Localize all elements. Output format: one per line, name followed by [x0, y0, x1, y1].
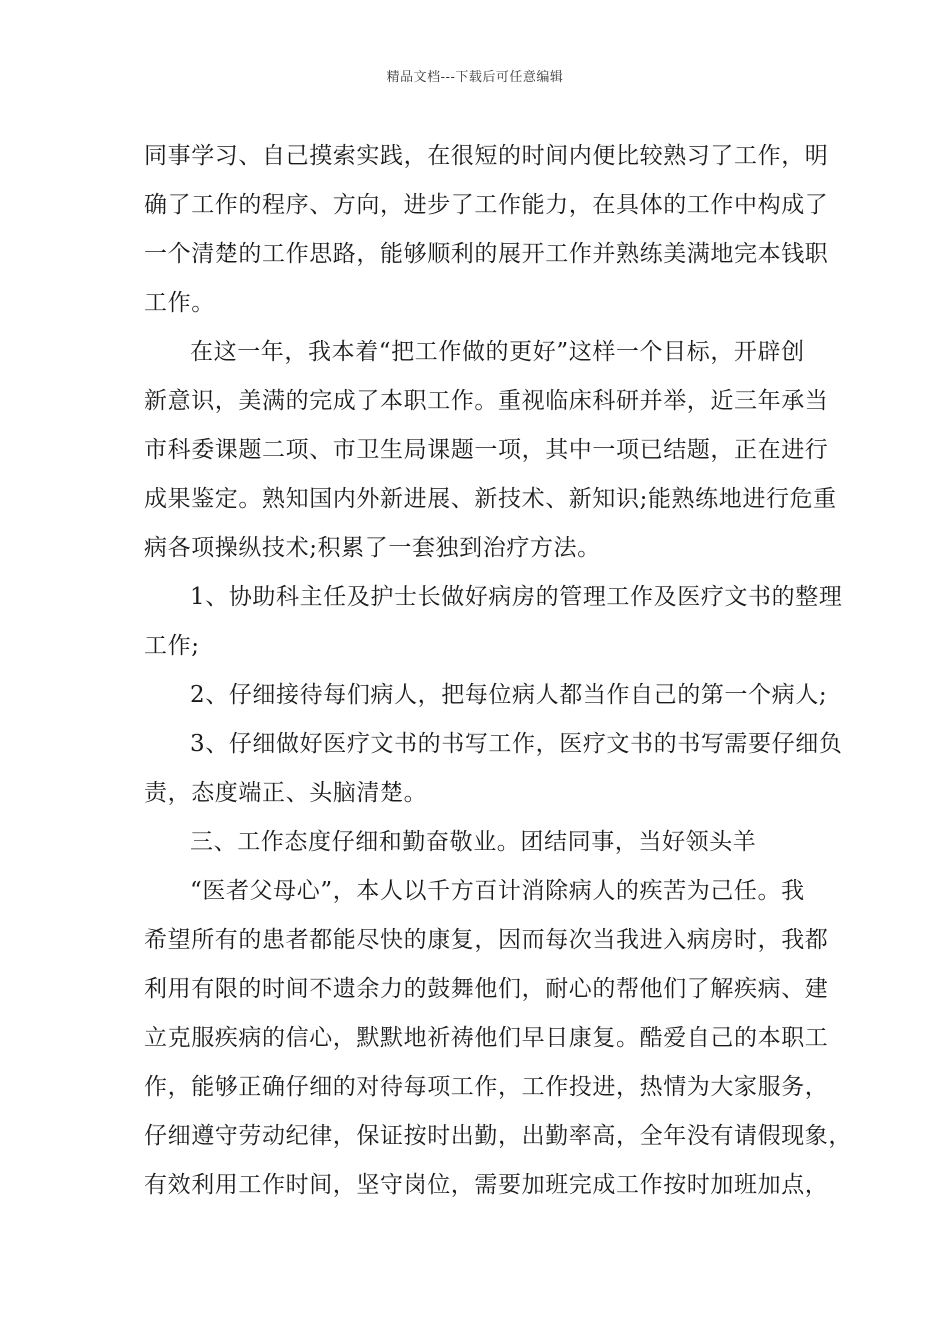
list-item: 2、仔细接待每们病人，把每位病人都当作自己的第一个病人; — [190, 682, 828, 708]
list-item: 3、仔细做好医疗文书的书写工作，医疗文书的书写需要仔细负 — [190, 731, 843, 757]
text-line: 确了工作的程序、方向，进步了工作能力，在具体的工作中构成了 — [144, 192, 829, 218]
text-line: 希望所有的患者都能尽快的康复，因而每次当我进入病房时，我都 — [144, 927, 829, 953]
text-line: 一个清楚的工作思路，能够顺利的展开工作并熟练美满地完本钱职 — [144, 241, 829, 267]
text-line: 作，能够正确仔细的对待每项工作，工作投进，热情为大家服务， — [144, 1074, 829, 1100]
text-line: 责，态度端正、头脑清楚。 — [144, 780, 428, 806]
text-line: 立克服疾病的信心，默默地祈祷他们早日康复。酷爱自己的本职工 — [144, 1025, 829, 1051]
text-line: 同事学习、自己摸索实践，在很短的时间内便比较熟习了工作，明 — [144, 143, 829, 169]
text-line: 工作。 — [144, 290, 215, 316]
text-line: 仔细遵守劳动纪律，保证按时出勤，出勤率高，全年没有请假现象， — [144, 1123, 852, 1149]
text-line: 有效利用工作时间，坚守岗位，需要加班完成工作按时加班加点， — [144, 1172, 829, 1198]
page-header: 精品文档---下载后可任意编辑 — [386, 70, 564, 85]
text-line: 利用有限的时间不遗余力的鼓舞他们，耐心的帮他们了解疾病、建 — [144, 976, 829, 1002]
text-line: 工作; — [144, 633, 200, 659]
text-line: “医者父母心”，本人以千方百计消除病人的疾苦为己任。我 — [190, 878, 805, 904]
text-line: 新意识，美满的完成了本职工作。重视临床科研并举，近三年承当 — [144, 388, 829, 414]
section-heading: 三、工作态度仔细和勤奋敬业。团结同事，当好领头羊 — [190, 829, 757, 855]
text-line: 在这一年，我本着“把工作做的更好”这样一个目标，开辟创 — [190, 339, 805, 365]
text-line: 市科委课题二项、市卫生局课题一项，其中一项已结题，正在进行 — [144, 437, 829, 463]
list-item: 1、协助科主任及护士长做好病房的管理工作及医疗文书的整理 — [190, 584, 843, 610]
document-body — [144, 132, 852, 1210]
text-line: 成果鉴定。熟知国内外新进展、新技术、新知识;能熟练地进行危重 — [144, 486, 837, 512]
text-line: 病各项操纵技术;积累了一套独到治疗方法。 — [144, 535, 601, 561]
